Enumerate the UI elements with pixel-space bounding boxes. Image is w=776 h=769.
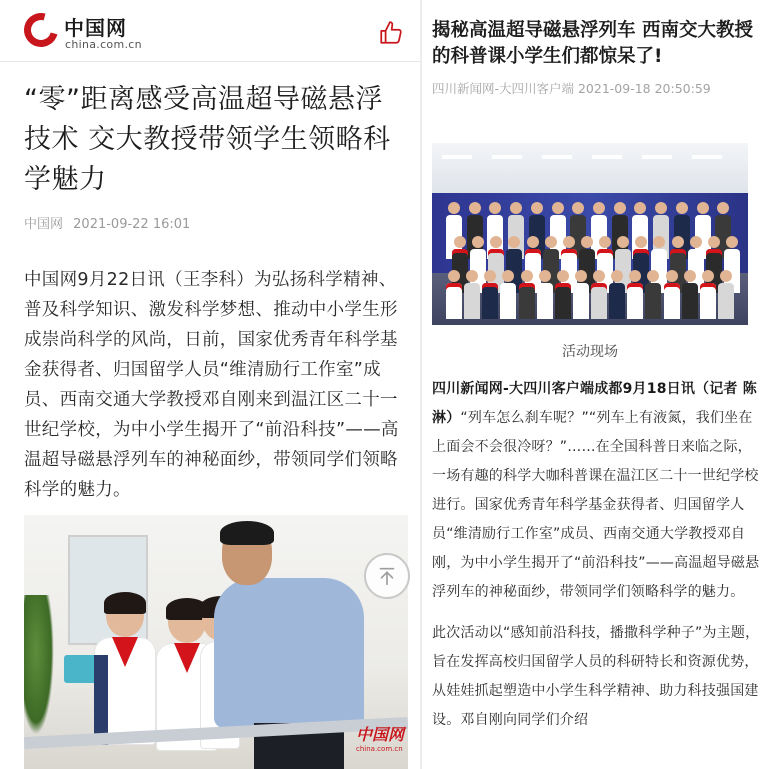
photo-student: [94, 595, 156, 745]
article-source[interactable]: 中国网: [24, 217, 64, 232]
paragraph-1-text: “列车怎么刹车呢？”“列车上有液氮，我们坐在上面会不会很冷呀？”……在全国科普日来临之际，一场有趣的科学大咖科普课在温江区二十一世纪学校进行。国家优秀青年科学基金获得者、归国留学人员“维清励行工作室”成员、西南交通大学教授邓自刚，为中小学生揭开了“前沿科技”——高温超导磁悬浮列车的神秘面纱，带领同学们领略科学的魅力。: [432, 410, 760, 600]
photo-person: [700, 270, 716, 319]
photo-person: [519, 270, 535, 319]
photo-person: [464, 270, 480, 319]
thumbs-up-icon[interactable]: [378, 20, 404, 46]
photo-person: [645, 270, 661, 319]
photo-person: [482, 270, 498, 319]
photo-person: [500, 270, 516, 319]
photo-person: [537, 270, 553, 319]
logo-name: 中国网: [64, 16, 127, 40]
photo-person: [664, 270, 680, 319]
top-bar: [0, 0, 420, 62]
article-body: [432, 375, 762, 747]
photo-person: [718, 270, 734, 319]
watermark-text: 中国网: [356, 725, 405, 744]
photo-person: [609, 270, 625, 319]
arrow-up-to-top-icon[interactable]: [364, 553, 410, 599]
article-title: 揭秘高温超导磁悬浮列车 西南交大教授的科普课小学生们都惊呆了!: [432, 20, 753, 67]
photo-plant: [24, 595, 54, 735]
photo-caption: 活动现场: [562, 344, 618, 360]
article-meta: 四川新闻网-大四川客户端 2021-09-18 20:50:59: [432, 81, 711, 96]
photo-person: [591, 270, 607, 319]
photo-group: [442, 198, 742, 318]
logo-ring-icon: [18, 7, 64, 53]
event-photo[interactable]: [432, 143, 748, 325]
photo-person: [555, 270, 571, 319]
article-title: “零”距离感受高温超导磁悬浮技术 交大教授带领学生领略科学魅力: [24, 84, 391, 195]
photo-person: [682, 270, 698, 319]
watermark-url: china.com.cn: [356, 745, 403, 753]
right-article-panel: [422, 0, 776, 769]
photo-lights: [442, 155, 738, 159]
article-photo[interactable]: [24, 515, 408, 769]
article-datetime: 2021-09-22 16:01: [73, 217, 191, 232]
photo-ceiling: [432, 143, 748, 193]
paragraph-1: [432, 375, 762, 607]
paragraph-2: 此次活动以“感知前沿科技，播撒科学种子”为主题，旨在发挥高校归国留学人员的科研特长和资源优势，从娃娃抓起塑造中小学生科学精神、助力科技强国建设。邓自刚向同学们介绍: [432, 625, 760, 728]
photo-person: [627, 270, 643, 319]
logo-domain: china.com.cn: [65, 38, 142, 51]
article-meta: [24, 213, 190, 232]
dateline: 四川新闻网-大四川客户端成都9月18日讯（记者 陈淋）: [432, 381, 757, 426]
article-body: 中国网9月22日讯（王李科）为弘扬科学精神、普及科学知识、激发科学梦想、推动中小学生形成崇尚科学的风尚，日前，国家优秀青年科学基金获得者、归国留学人员“维清励行工作室”成员、西南交通大学教授邓自刚来到温江区二十一世纪学校，为中小学生揭开了“前沿科技”——高温超导磁悬浮列车的神秘面纱，带领同学们领略科学的魅力。: [24, 270, 399, 500]
photo-watermark: [356, 722, 406, 760]
china-com-cn-logo[interactable]: [24, 12, 194, 52]
photo-person: [446, 270, 462, 319]
photo-person: [573, 270, 589, 319]
